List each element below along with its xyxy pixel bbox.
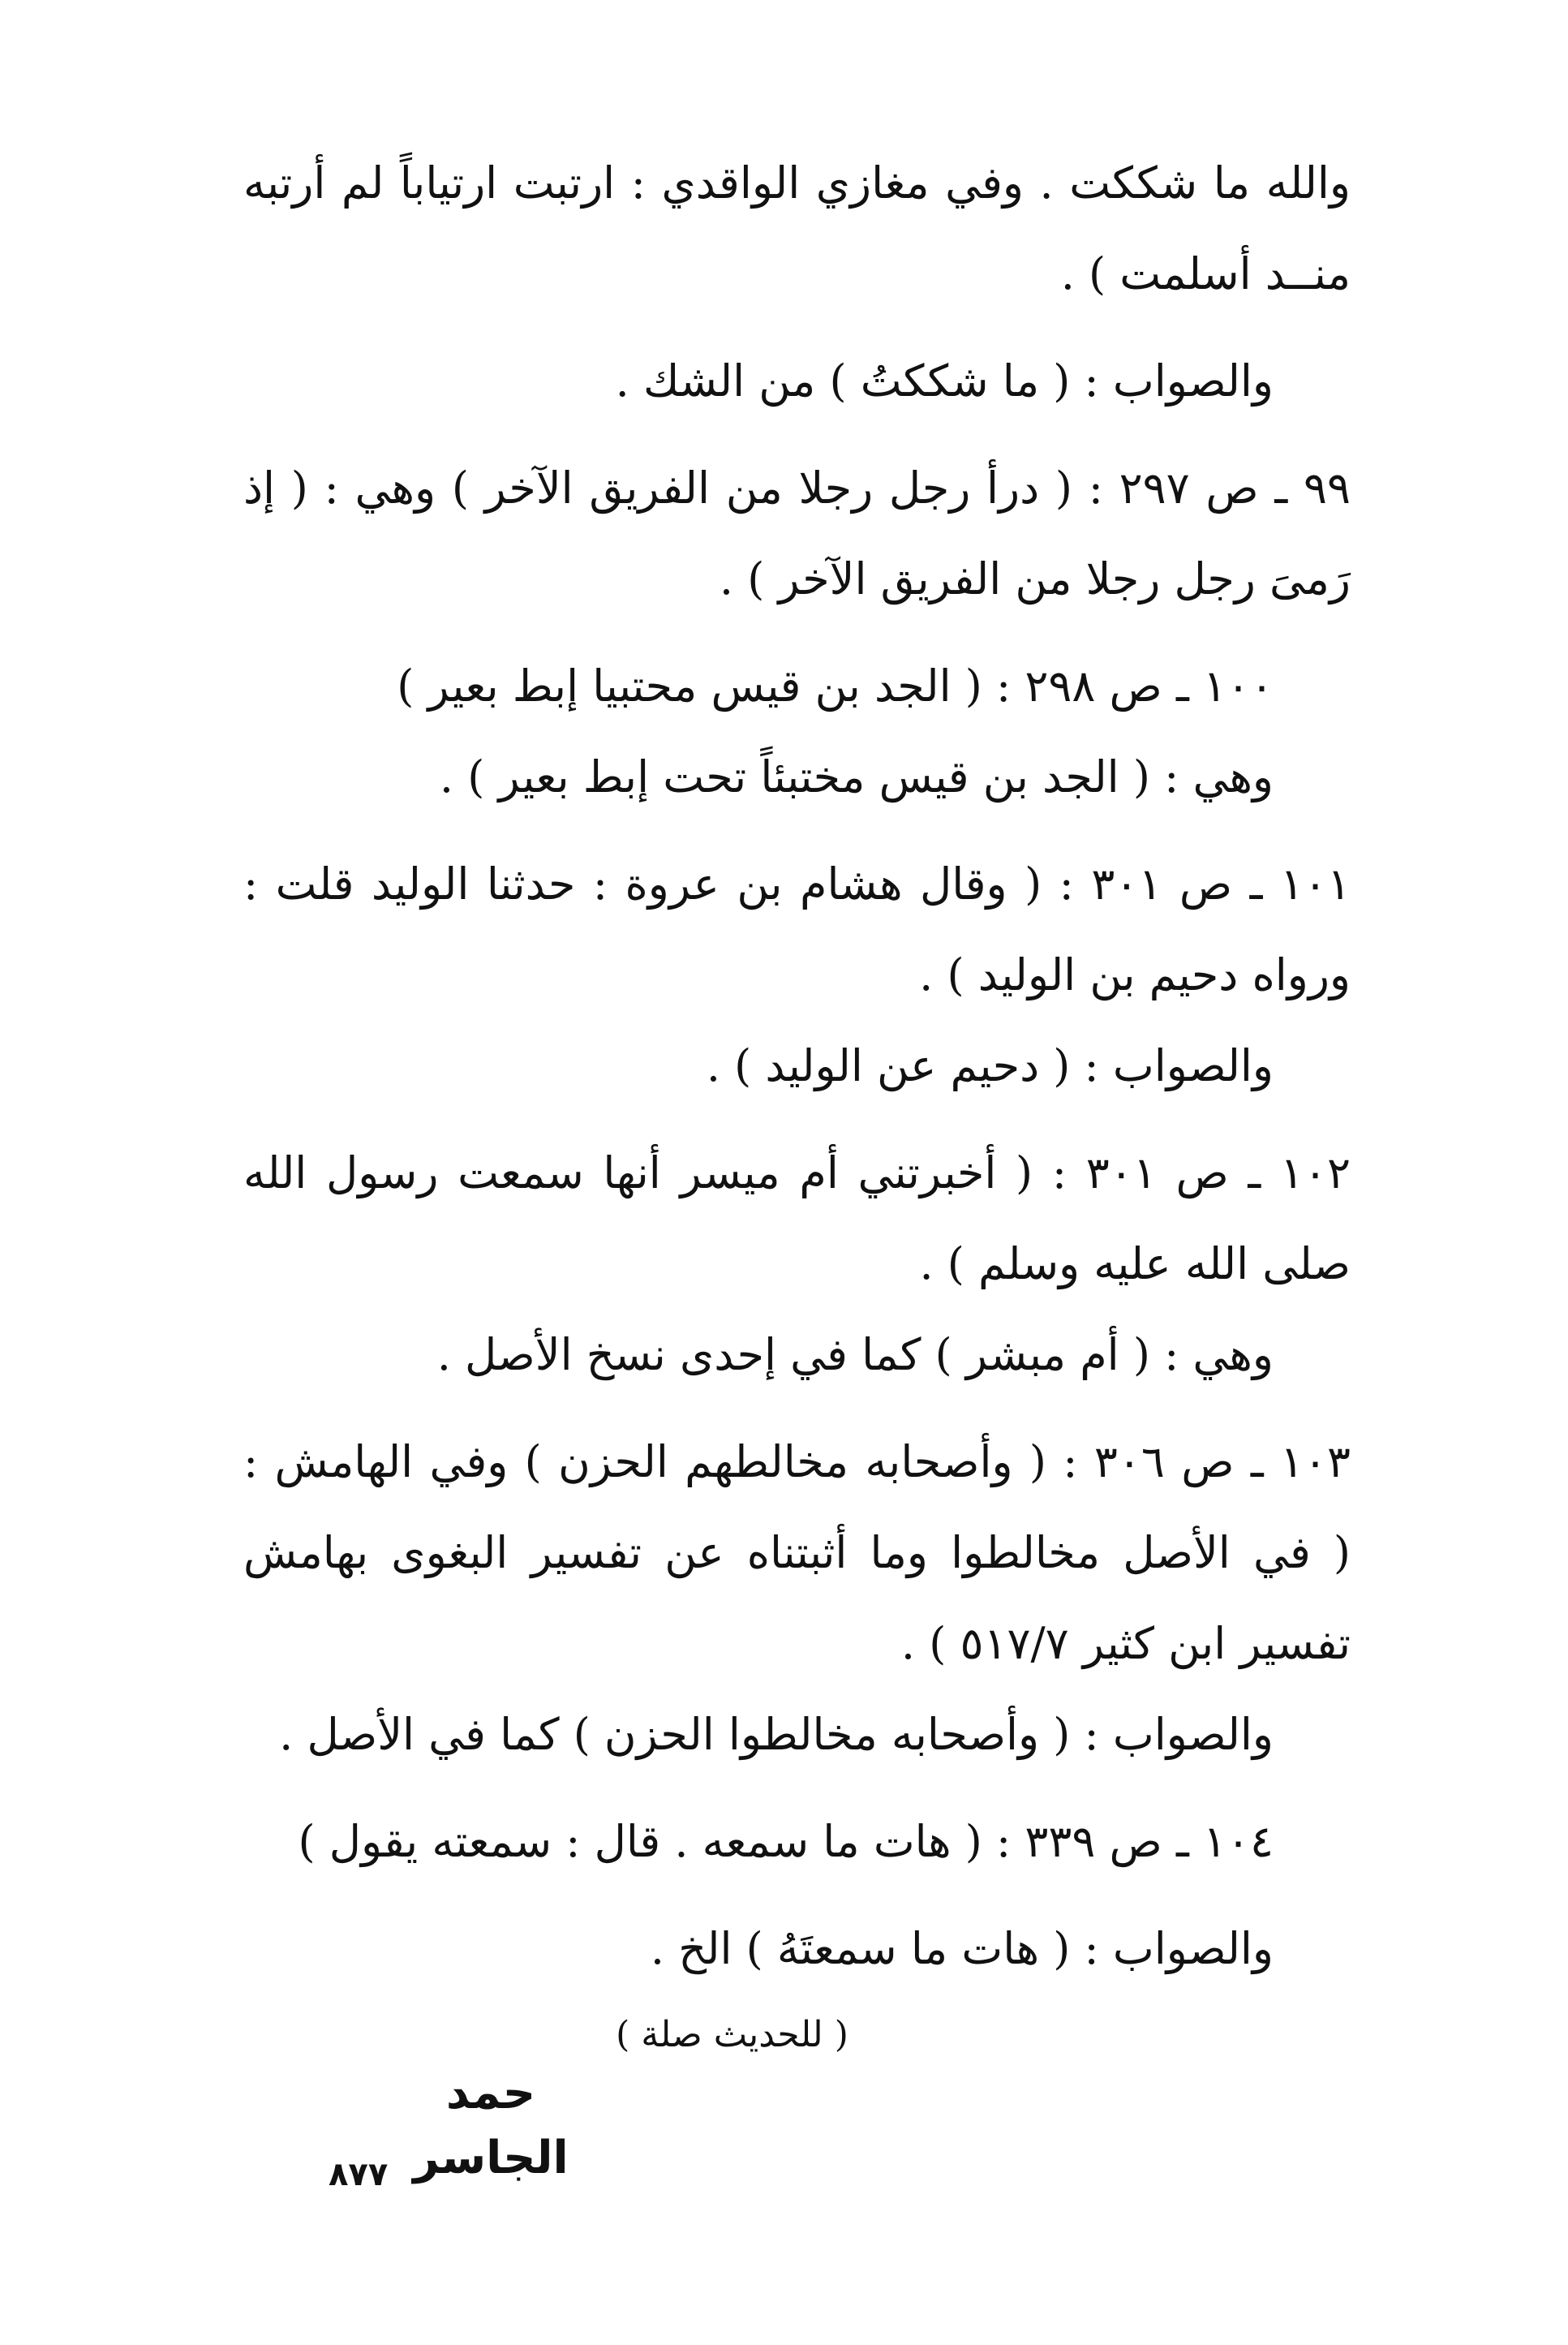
paragraph-item-100-correction: وهي : ( الجد بن قيس مختبئاً تحت إبط بعير ) . — [439, 751, 1274, 802]
paragraph-quote-continuation: والله ما شككت . وفي مغازي الواقدي : ارتبت ارتياباً لم أرتبه منــد أسلمت ) . — [243, 157, 1351, 299]
paragraph-item-102: ١٠٢ ـ ص ٣٠١ : ( أخبرتني أم ميسر أنها سمعت رسول الله صلى الله عليه وسلم ) . — [243, 1147, 1351, 1289]
paragraph-item-103-correction: والصواب : ( وأصحابه مخالطوا الحزن ) كما في الأصل . — [279, 1709, 1274, 1760]
paragraph-item-99: ٩٩ ـ ص ٢٩٧ : ( درأ رجل رجلا من الفريق الآخر ) وهي : ( إذ رَمىَ رجل رجلا من الفريق الآخر ) . — [243, 463, 1351, 605]
paragraph-item-104: ١٠٤ ـ ص ٣٣٩ : ( هات ما سمعه . قال : سمعته يقول ) — [298, 1816, 1274, 1867]
paragraph-correction: والصواب : ( ما شككتُ ) من الشك . — [615, 355, 1274, 407]
paragraph-item-102-correction: وهي : ( أم مبشر ) كما في إحدى نسخ الأصل . — [436, 1329, 1274, 1380]
paragraph-item-101: ١٠١ ـ ص ٣٠١ : ( وقال هشام بن عروة : حدثنا الوليد قلت : ورواه دحيم بن الوليد ) . — [243, 858, 1351, 1000]
page-number: ٨٧٧ — [329, 2156, 389, 2193]
paragraph-item-103: ١٠٣ ـ ص ٣٠٦ : ( وأصحابه مخالطهم الحزن ) وفي الهامش : ( في الأصل مخالطوا وما أثبتناه عن تفسير البغوى بهامش تفسير ابن كثير ٥١٧/٧ ) . — [243, 1436, 1351, 1669]
paragraph-item-100: ١٠٠ ـ ص ٢٩٨ : ( الجد بن قيس محتبيا إبط بعير ) — [397, 660, 1274, 712]
to-be-continued-note: ( للحديث صلة ) — [616, 2014, 848, 2055]
paragraph-item-104-correction: والصواب : ( هات ما سمعتَهُ ) الخ . — [650, 1923, 1274, 1974]
author-signature: حمد الجاسر — [413, 2067, 569, 2184]
paragraph-item-101-correction: والصواب : ( دحيم عن الوليد ) . — [706, 1040, 1274, 1091]
article-body — [243, 138, 1351, 2076]
